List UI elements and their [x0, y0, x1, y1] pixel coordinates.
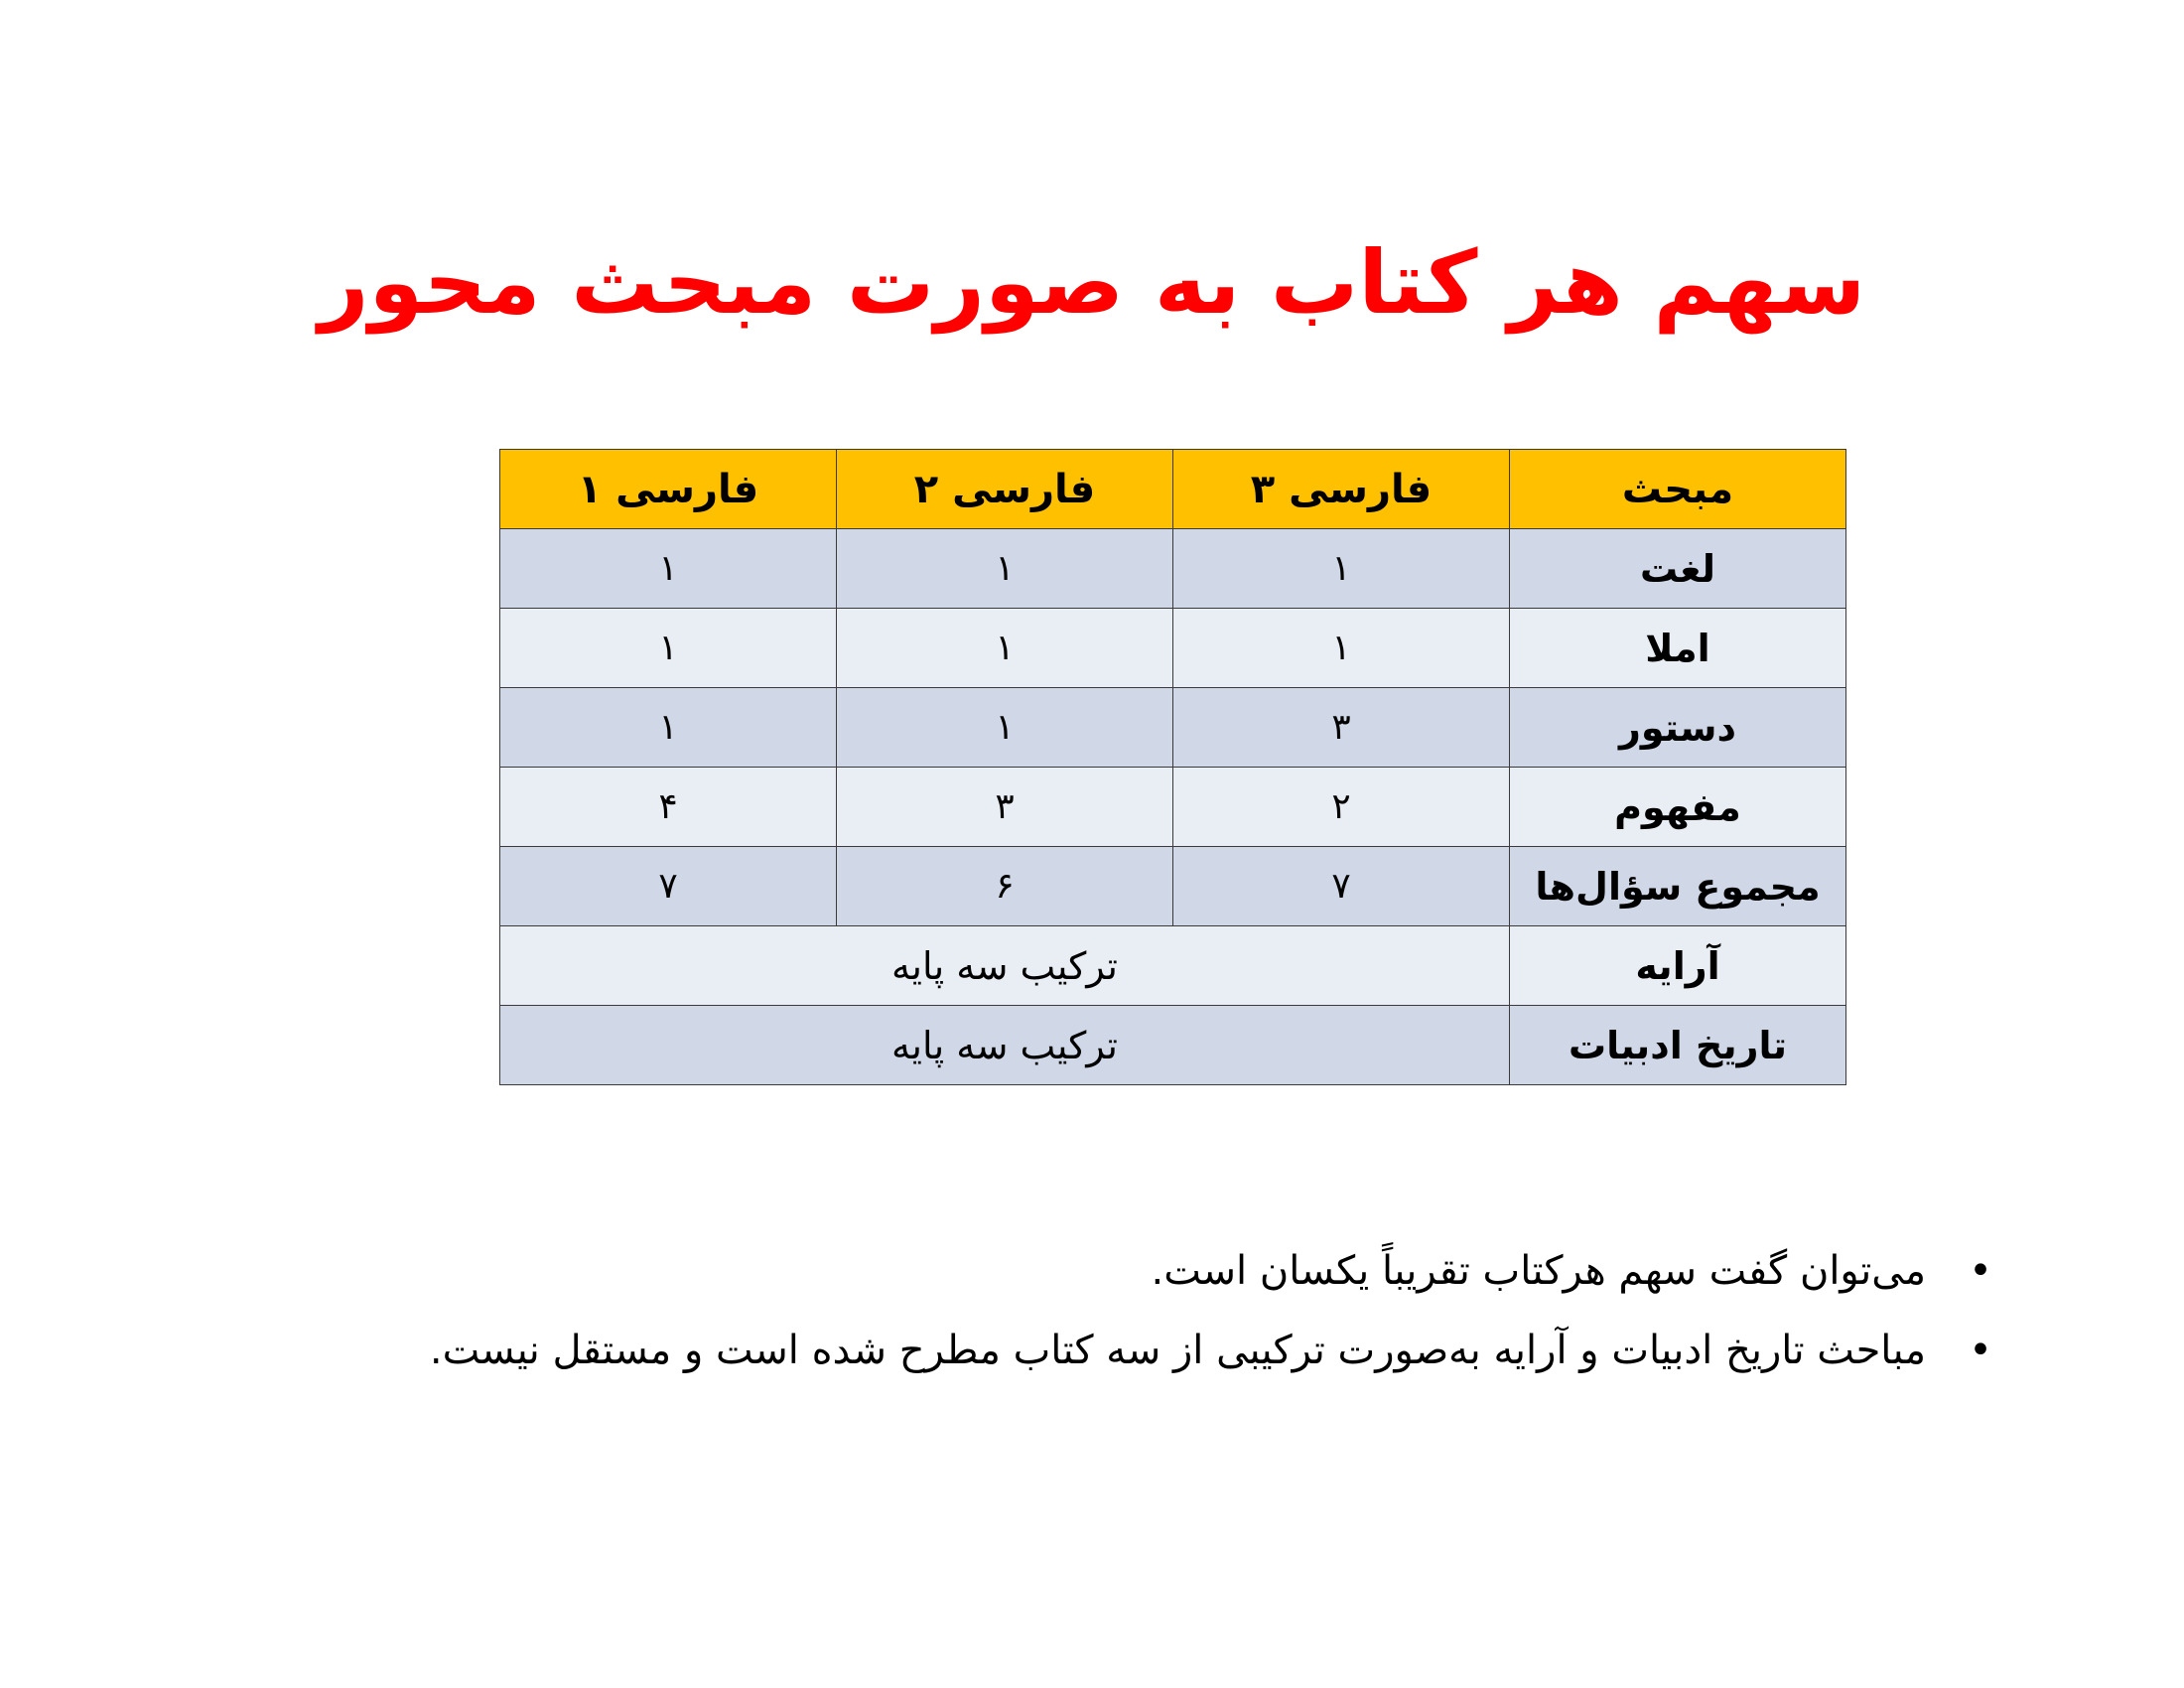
table-row — [500, 529, 1846, 609]
header-farsi-2: فارسی ۲ — [837, 450, 1173, 529]
cell-farsi-3: ۱ — [1173, 609, 1510, 688]
cell-farsi-2: ۱ — [837, 529, 1173, 609]
cell-farsi-3: ۱ — [1173, 529, 1510, 609]
table-row-merged — [500, 1006, 1846, 1085]
bullet-icon: • — [1969, 1328, 1992, 1373]
cell-farsi-2: ۶ — [837, 847, 1173, 926]
row-subject: دستور — [1510, 688, 1846, 768]
header-subject: مبحث — [1510, 450, 1846, 529]
cell-farsi-3: ۷ — [1173, 847, 1510, 926]
cell-farsi-1: ۱ — [500, 529, 837, 609]
table-row-merged — [500, 926, 1846, 1006]
cell-farsi-2: ۱ — [837, 688, 1173, 768]
table-row — [500, 688, 1846, 768]
table-row — [500, 768, 1846, 847]
page-title: سهم هر کتاب به صورت مبحث محور — [318, 231, 1866, 334]
row-subject: تاریخ ادبیات — [1510, 1006, 1846, 1085]
cell-farsi-1: ۱ — [500, 609, 837, 688]
merged-cell: ترکیب سه پایه — [500, 1006, 1510, 1085]
row-subject: لغت — [1510, 529, 1846, 609]
table-row — [500, 609, 1846, 688]
header-farsi-1: فارسی ۱ — [500, 450, 837, 529]
row-subject: آرایه — [1510, 926, 1846, 1006]
bullet-icon: • — [1969, 1248, 1992, 1294]
row-subject: املا — [1510, 609, 1846, 688]
list-item — [109, 1311, 1995, 1390]
cell-farsi-1: ۴ — [500, 768, 837, 847]
cell-farsi-2: ۳ — [837, 768, 1173, 847]
row-subject: مفهوم — [1510, 768, 1846, 847]
cell-farsi-1: ۱ — [500, 688, 837, 768]
cell-farsi-3: ۲ — [1173, 768, 1510, 847]
header-farsi-3: فارسی ۳ — [1173, 450, 1510, 529]
cell-farsi-1: ۷ — [500, 847, 837, 926]
book-share-table — [499, 449, 1846, 1085]
list-item — [109, 1231, 1995, 1311]
table-row-total — [500, 847, 1846, 926]
notes-list — [109, 1231, 1995, 1390]
merged-cell: ترکیب سه پایه — [500, 926, 1510, 1006]
note-text: می‌توان گفت سهم هرکتاب تقریباً یکسان است. — [1151, 1248, 1926, 1294]
note-text: مباحث تاریخ ادبیات و آرایه به‌صورت ترکیبی از سه کتاب مطرح شده است و مستقل نیست. — [429, 1328, 1926, 1373]
table-header-row — [500, 450, 1846, 529]
cell-farsi-2: ۱ — [837, 609, 1173, 688]
row-subject: مجموع سؤال‌ها — [1510, 847, 1846, 926]
cell-farsi-3: ۳ — [1173, 688, 1510, 768]
